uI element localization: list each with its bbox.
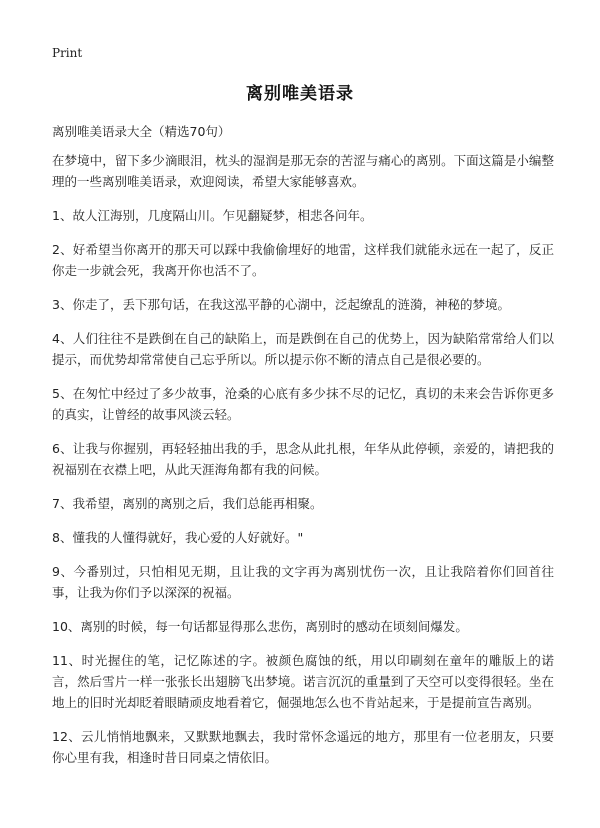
page-title: 离别唯美语录 bbox=[246, 84, 354, 104]
quote-paragraph: 1、故人江海别，几度隔山川。乍见翻疑梦，相悲各问年。 bbox=[52, 208, 373, 223]
article-body bbox=[52, 150, 554, 781]
quote-paragraph: 10、离别的时候，每一句话都显得那么悲伤，离别时的感动在顷刻间爆发。 bbox=[52, 619, 468, 634]
intro-paragraph: 在梦境中，留下多少滴眼泪，枕头的湿润是那无奈的苦涩与痛心的离别。下面这篇是小编整理的一些离别唯美语录，欢迎阅读，希望大家能够喜欢。 bbox=[52, 153, 554, 189]
quote-paragraph: 2、好希望当你离开的那天可以踩中我偷偷埋好的地雷，这样我们就能永远在一起了，反正你走一步就会死，我离开你也活不了。 bbox=[52, 242, 554, 278]
quote-paragraph: 9、今番别过，只怕相见无期，且让我的文字再为离别忧伤一次，且让我陪着你们回首往事，让我为你们予以深深的祝福。 bbox=[52, 564, 554, 600]
quote-paragraph: 12、云儿悄悄地飘来，又默默地飘去，我时常怀念遥远的地方，那里有一位老朋友，只要你心里有我，相逢时昔日同桌之情依旧。 bbox=[52, 729, 554, 765]
quote-paragraph: 3、你走了，丢下那句话，在我这泓平静的心湖中，泛起缭乱的涟漪，神秘的梦境。 bbox=[52, 297, 510, 312]
print-link[interactable]: Print bbox=[52, 46, 83, 60]
quote-paragraph: 8、懂我的人懂得就好，我心爱的人好就好。" bbox=[52, 530, 304, 545]
quote-paragraph: 11、时光握住的笔，记忆陈述的字。被颜色腐蚀的纸，用以印刷刻在童年的雕版上的诺言，然后雪片一样一张张长出翅膀飞出梦境。诺言沉沉的重量到了天空可以变得很轻。坐在地上的旧时光却眨着眼睛顽皮地看着它，倔强地怎么也不肯站起来，于是提前宣告离别。 bbox=[52, 653, 554, 710]
article-subtitle: 离别唯美语录大全（精选70句） bbox=[52, 124, 231, 139]
quote-paragraph: 6、让我与你握别，再轻轻抽出我的手，思念从此扎根，年华从此停顿，亲爱的，请把我的祝福别在衣襟上吧，从此天涯海角都有我的问候。 bbox=[52, 441, 554, 477]
quote-paragraph: 5、在匆忙中经过了多少故事，沧桑的心底有多少抹不尽的记忆，真切的未来会告诉你更多的真实，让曾经的故事风淡云轻。 bbox=[52, 386, 554, 422]
quote-paragraph: 4、人们往往不是跌倒在自己的缺陷上，而是跌倒在自己的优势上，因为缺陷常常给人们以提示，而优势却常常使自己忘乎所以。所以提示你不断的清点自己是很必要的。 bbox=[52, 331, 554, 367]
quote-paragraph: 7、我希望，离别的离别之后，我们总能再相聚。 bbox=[52, 496, 323, 511]
